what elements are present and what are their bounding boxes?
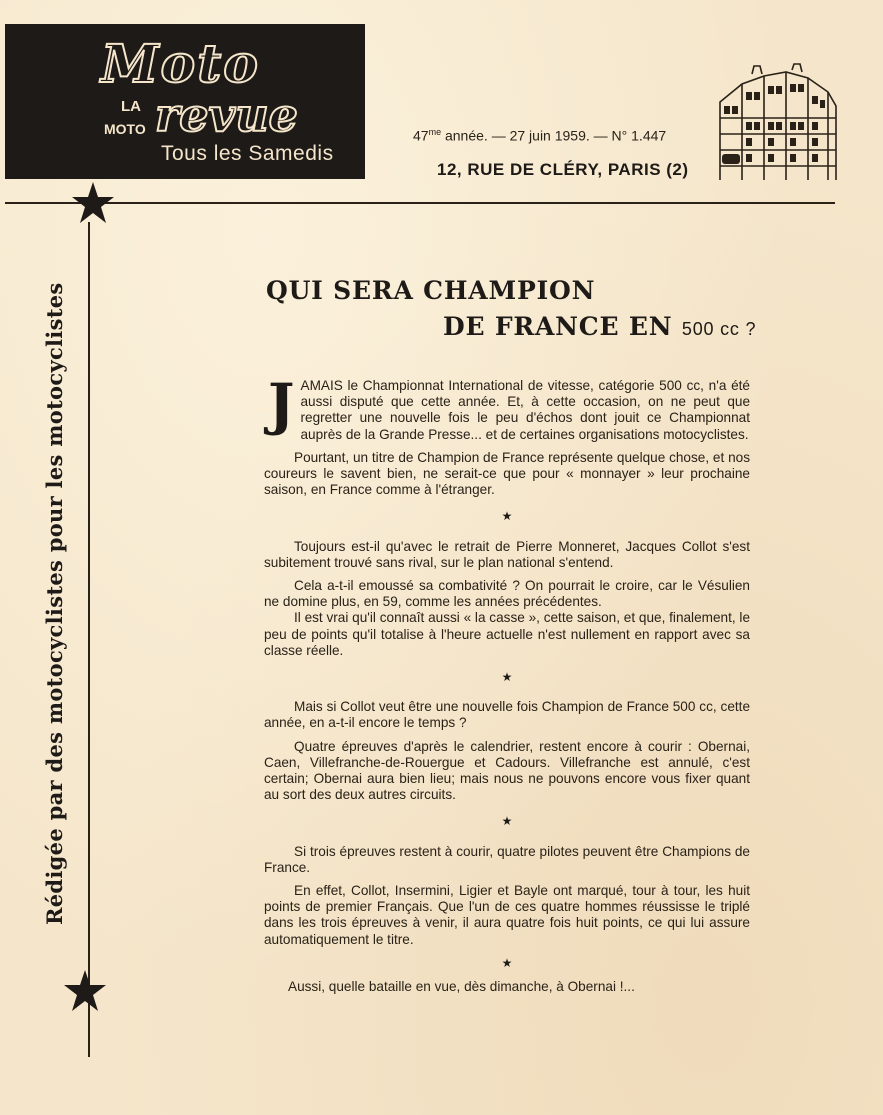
star-ornament-bottom xyxy=(62,968,108,1014)
separator-star: ★ xyxy=(501,955,513,970)
article-paragraph: Quatre épreuves d'après le calendrier, restent encore à courir : Obernai, Caen, Villefranche-de-Rouergue et Cadours. Villefranche est annulé, c'est certain; Obernai aura bien lieu; mais nous ne pouvons encore vous fixer quant au sort des deux autres circuits. xyxy=(264,738,750,803)
headline-line-1: QUI SERA CHAMPION xyxy=(266,276,596,305)
logo-moto-text: Moto xyxy=(101,34,260,95)
article-paragraph: En effet, Collot, Insermini, Ligier et Bayle ont marqué, tour à tour, les huit points de premier Français. Que l'un de ces quatre hommes réussisse le triplé dans les trois épreuves à venir, il aura quatre fois huit points, ce qui lui assure automatiquement le titre. xyxy=(264,883,750,947)
article-paragraph-text: AMAIS le Championnat International de vitesse, catégorie 500 cc, n'a été aussi disputé que cette année. Et, à cette occasion, on ne peut que regretter une nouvelle fois le peu d'échos dont jouit ce Championnat auprès de la Grande Presse... et de certaines organisations motocyclistes. xyxy=(300,378,750,442)
masthead-tagline: Tous les Samedis xyxy=(161,142,334,165)
issue-edition-suffix: me xyxy=(428,127,442,137)
issue-edition: 47 xyxy=(413,127,429,144)
article-paragraph: Il est vrai qu'il connaît aussi « la casse », cette saison, et que, finalement, le peu de points qu'il totalise à l'heure actuelle n'est nullement en rapport avec sa classe réelle. xyxy=(264,610,750,658)
star-ornament-top xyxy=(70,180,116,226)
issue-info xyxy=(413,127,666,144)
article-paragraph: Aussi, quelle bataille en vue, dès dimanche, à Obernai !... xyxy=(288,979,635,995)
article-paragraph: Si trois épreuves restent à courir, quatre pilotes peuvent être Champions de France. xyxy=(264,843,750,875)
separator-star: ★ xyxy=(501,509,513,524)
article-paragraph: Mais si Collot veut être une nouvelle fois Champion de France 500 cc, cette année, en a-t-il encore le temps ? xyxy=(264,699,750,731)
top-rule xyxy=(5,202,835,204)
article-paragraph: Pourtant, un titre de Champion de France représente quelque chose, et nos coureurs le savent bien, ne serait-ce que pour « monnayer » leur prochaine saison, en France comme à l'étranger. xyxy=(264,449,750,498)
headline-line-2-text: DE FRANCE EN xyxy=(443,312,682,341)
issue-date-number: année. — 27 juin 1959. — N° 1.447 xyxy=(441,127,667,144)
drop-cap: J xyxy=(268,372,295,438)
article-body xyxy=(264,372,750,1002)
logo-la-text: LA xyxy=(121,98,141,115)
article-paragraph xyxy=(264,372,750,443)
article-paragraph: Toujours est-il qu'avec le retrait de Pierre Monneret, Jacques Collot s'est subitement trouvé sans rival, sur le plan national s'entend. xyxy=(264,538,750,570)
headline-line-2 xyxy=(443,312,756,341)
vertical-tagline: Rédigée par des motocyclistes pour les motocyclistes xyxy=(42,282,67,925)
building-illustration xyxy=(712,62,840,184)
publisher-address: 12, RUE DE CLÉRY, PARIS (2) xyxy=(437,160,689,179)
logo-revue-text: revue xyxy=(155,88,298,142)
article-paragraph: Cela a-t-il emoussé sa combativité ? On pourrait le croire, car le Vésulien ne domine plus, en 59, comme les années précédentes. xyxy=(264,578,750,610)
separator-star: ★ xyxy=(501,670,513,685)
logo-moto-small-text: MOTO xyxy=(104,121,146,137)
headline-cc: 500 cc ? xyxy=(681,319,757,339)
separator-star: ★ xyxy=(501,814,513,829)
masthead-logo xyxy=(5,24,365,179)
side-rule xyxy=(88,222,90,1057)
